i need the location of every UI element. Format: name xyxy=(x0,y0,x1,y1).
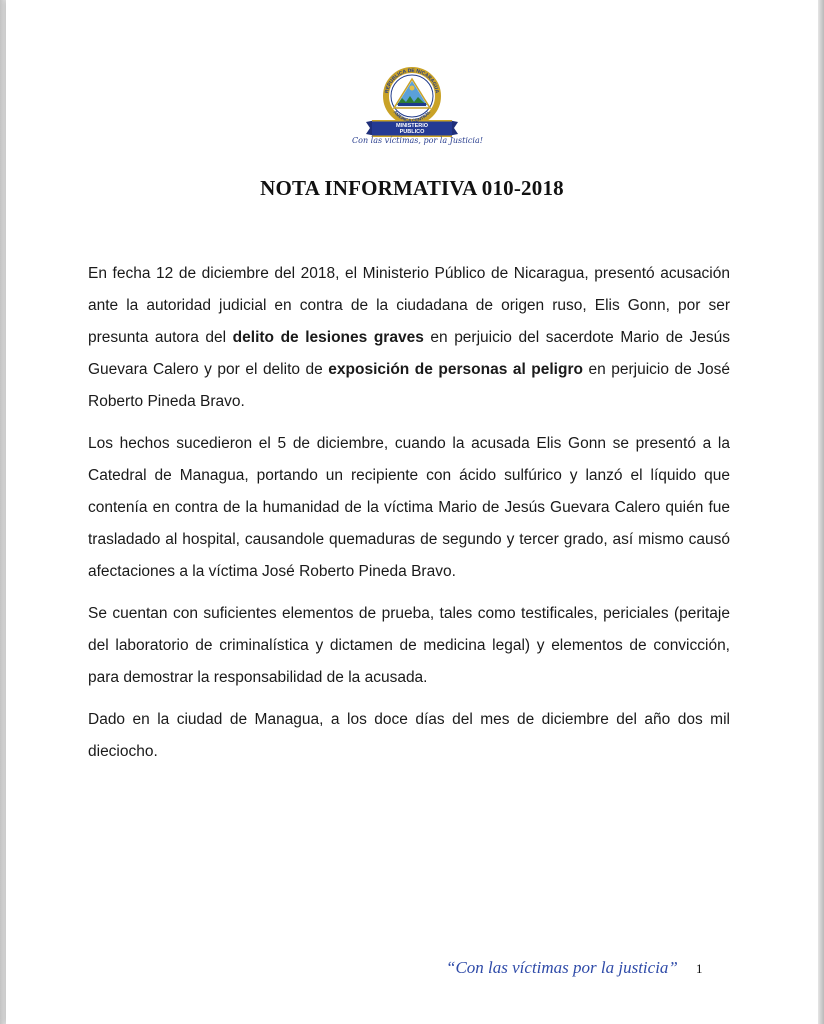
logo-banner-line2: PUBLICO xyxy=(399,129,425,135)
footer-motto: “Con las víctimas por la justicia” xyxy=(446,958,678,977)
paragraph-1-bold-a: delito de lesiones graves xyxy=(232,329,424,346)
paragraph-3: Se cuentan con suficientes elementos de prueba, tales como testificales, periciales (peritaje del laboratorio de criminalística y dictamen de medicina legal) y elementos de convicción, para demostrar la responsabilidad de la acusada. xyxy=(88,605,730,686)
paragraph-1-bold-b: exposición de personas al peligro xyxy=(328,361,583,378)
paragraph-2: Los hechos sucedieron el 5 de diciembre, cuando la acusada Elis Gonn se presentó a la Catedral de Managua, portando un recipiente con ácido sulfúrico y lanzó el líquido que contenía en contra de la humanidad de la víctima Mario de Jesús Guevara Calero quién fue trasladado al hospital, causandole quemaduras de segundo y tercer grado, así mismo causó afectaciones a la víctima José Roberto Pineda Bravo. xyxy=(88,435,730,580)
document-body xyxy=(88,258,730,778)
document-title: NOTA INFORMATIVA 010-2018 xyxy=(260,176,564,200)
seal-ring-lettering xyxy=(352,64,472,124)
logo-banner-line1: MINISTERIO xyxy=(395,123,429,129)
header-motto: Con las víctimas, por la Justicia! xyxy=(352,136,483,145)
svg-text:REPUBLICA DE NICARAGUA xyxy=(384,68,440,94)
seal-ring-text-top: REPUBLICA DE NICARAGUA xyxy=(384,67,440,94)
seal-ring-text-bottom: AMERICA CENTRAL xyxy=(392,109,432,124)
paragraph-1-text-c: en perjuicio del sacerdote Mario de Jesús Guevara Calero y por el delito de xyxy=(88,329,730,378)
paragraph-4: Dado en la ciudad de Managua, a los doce días del mes de diciembre del año dos mil dieciocho. xyxy=(88,711,730,760)
paragraph-1 xyxy=(88,258,730,418)
page-number: 1 xyxy=(696,961,703,976)
page-edge-shadow-right xyxy=(818,0,824,1024)
svg-text:AMERICA CENTRAL xyxy=(393,109,432,123)
paragraph-1-text-e: en perjuicio de José Roberto Pineda Bravo. xyxy=(88,361,731,410)
paragraph-1-text-a: En fecha 12 de diciembre del 2018, el Ministerio Público de Nicaragua, presentó acusación ante la autoridad judicial en contra de la ciudadana de origen ruso, Elis Gonn, por ser presunta autora del xyxy=(88,265,730,346)
